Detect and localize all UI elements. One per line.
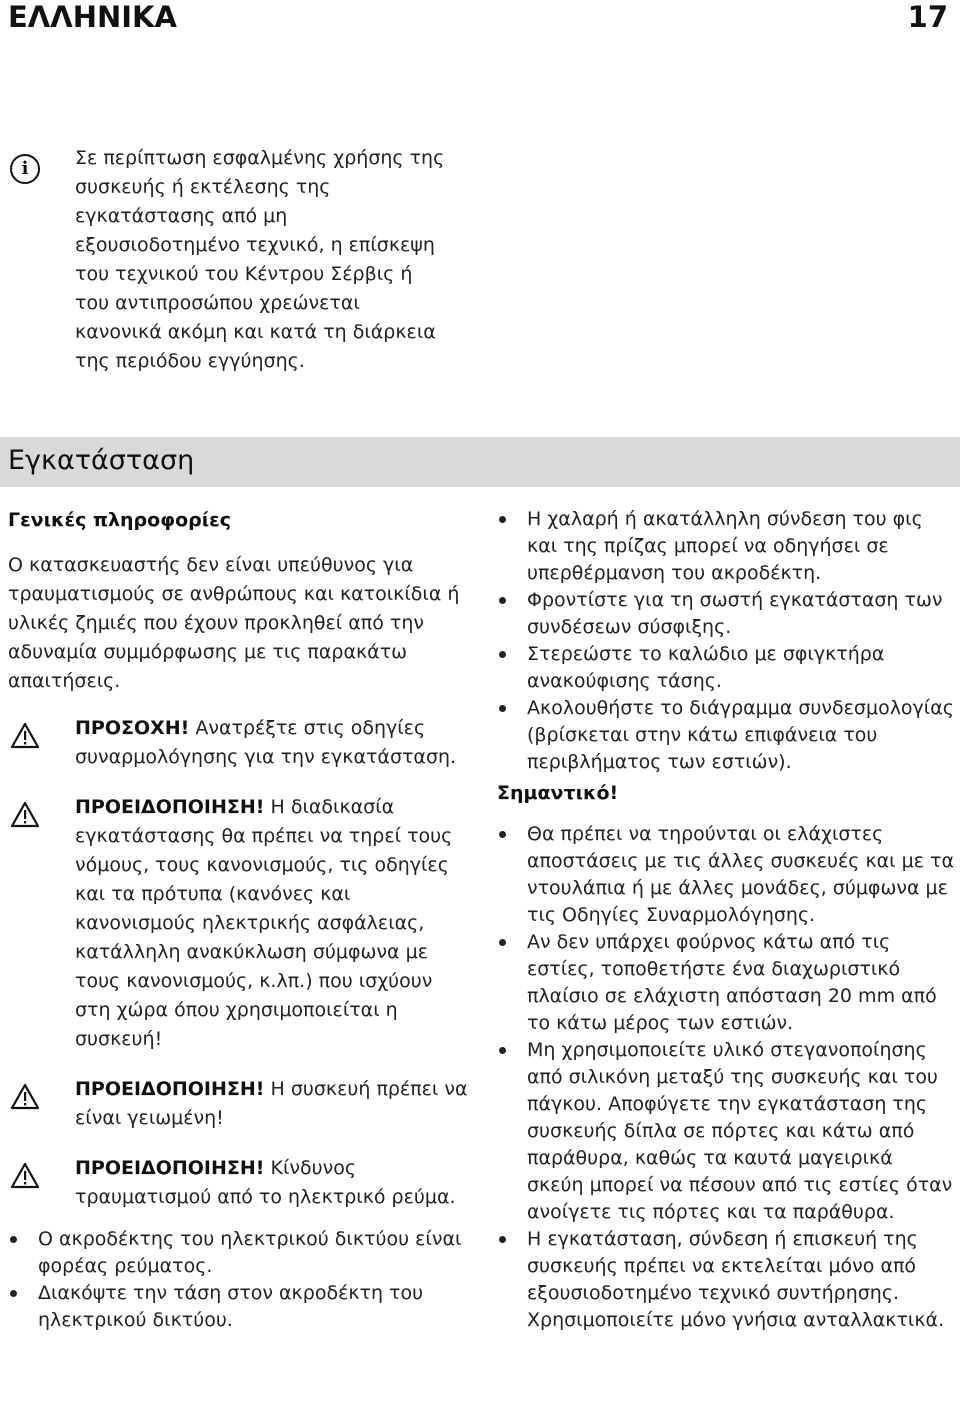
- language-title: ΕΛΛΗΝΙΚΑ: [8, 0, 177, 34]
- warning-text: Η διαδικασία εγκατάστασης θα πρέπει να τηρεί τους νόμους, τους κανονισμούς, τις οδηγίες και τα πρότυπα (κανόνες και κανονισμούς ηλεκτρικής ασφάλειας, κατάλληλη ανακύκλωση σύμφωνα με τους κανονισμούς, κ.λπ.) που ισχύουν στη χώρα όπου χρησιμοποιείται η συσκευή!: [75, 796, 453, 1050]
- list-item: Αν δεν υπάρχει φούρνος κάτω από τις εστίες, τοποθετήστε ένα διαχωριστικό πλαίσιο σε ελάχιστη απόσταση 20 mm από το κάτω μέρος των εστιών.: [497, 929, 955, 1037]
- bullet-icon: [499, 939, 506, 946]
- section-title: Εγκατάσταση: [8, 445, 195, 476]
- list-item: Η χαλαρή ή ακατάλληλη σύνδεση του φις και της πρίζας μπορεί να οδηγήσει σε υπερθέρμανση του ακροδέκτη.: [497, 506, 955, 587]
- page-number: 17: [907, 0, 948, 34]
- section-header: [0, 437, 960, 487]
- info-note-text: Σε περίπτωση εσφαλμένης χρήσης της συσκευής ή εκτέλεσης της εγκατάστασης από μη εξουσιοδοτημένο τεχνικό, η επίσκεψη του τεχνικού του Κέντρου Σέρβις ή του αντιπροσώπου χρεώνεται κανονικά ακόμη και κατά τη διάρκεια της περιόδου εγγύησης.: [75, 147, 445, 372]
- warning-label: ΠΡΟΕΙΔΟΠΟΙΗΣΗ!: [75, 1078, 265, 1100]
- general-info-paragraph: Ο κατασκευαστής δεν είναι υπεύθυνος για τραυματισμούς σε ανθρώπους και κατοικίδια ή υλικές ζημιές που έχουν προκληθεί από την αδυναμία συμμόρφωσης με τις παρακάτω απαιτήσεις.: [8, 554, 460, 692]
- warning-label: ΠΡΟΕΙΔΟΠΟΙΗΣΗ!: [75, 1157, 265, 1179]
- bullet-icon: [499, 651, 506, 658]
- list-item: Ο ακροδέκτης του ηλεκτρικού δικτύου είναι φορέας ρεύματος.: [8, 1226, 470, 1280]
- page-header: [8, 0, 952, 36]
- left-column: [8, 506, 470, 1334]
- warning-block: [8, 1154, 470, 1212]
- bullet-icon: [10, 1236, 17, 1243]
- right-column: [497, 506, 955, 1334]
- list-item: Στερεώστε το καλώδιο με σφιγκτήρα ανακούφισης τάσης.: [497, 641, 955, 695]
- warning-triangle-icon: [10, 801, 40, 828]
- warning-text: Κίνδυνος τραυματισμού από το ηλεκτρικό ρεύμα.: [75, 1157, 456, 1208]
- warning-block: [8, 793, 470, 1054]
- bullet-icon: [10, 1290, 17, 1297]
- warning-block: [8, 714, 470, 772]
- warning-text: Ανατρέξτε στις οδηγίες συναρμολόγησης για την εγκατάσταση.: [75, 717, 457, 768]
- warning-label: ΠΡΟΕΙΔΟΠΟΙΗΣΗ!: [75, 796, 265, 818]
- list-item: Θα πρέπει να τηρούνται οι ελάχιστες αποστάσεις με τις άλλες συσκευές και με τα ντουλάπια ή με άλλες μονάδες, σύμφωνα με τις Οδηγίες Συναρμολόγησης.: [497, 821, 955, 929]
- bullet-icon: [499, 516, 506, 523]
- list-item: Η εγκατάσταση, σύνδεση ή επισκευή της συσκευής πρέπει να εκτελείται μόνο από εξουσιοδοτημένο τεχνικό συντήρησης. Χρησιμοποιείτε μόνο γνήσια ανταλλακτικά.: [497, 1226, 955, 1334]
- bullet-icon: [499, 597, 506, 604]
- warning-triangle-icon: [10, 1162, 40, 1189]
- left-bullet-list: [8, 1226, 470, 1334]
- bullet-icon: [499, 1236, 506, 1243]
- warning-label: ΠΡΟΣΟΧΗ!: [75, 717, 190, 739]
- warning-block: [8, 1075, 470, 1133]
- list-item: Φροντίστε για τη σωστή εγκατάσταση των συνδέσεων σύσφιξης.: [497, 587, 955, 641]
- general-info-heading: Γενικές πληροφορίες: [8, 509, 231, 531]
- list-item: Μη χρησιμοποιείτε υλικό στεγανοποίησης από σιλικόνη μεταξύ της συσκευής και του πάγκου. Αποφύγετε την εγκατάσταση της συσκευής δίπλα σε πόρτες και κάτω από παράθυρα, καθώς τα καυτά μαγειρικά σκεύη μπορεί να πέσουν από τις εστίες όταν ανοίγετε τις πόρτες και τα παράθυρα.: [497, 1037, 955, 1226]
- info-icon: i: [10, 154, 40, 184]
- right-bullet-list-bottom: [497, 821, 955, 1334]
- warning-triangle-icon: [10, 722, 40, 749]
- bullet-icon: [499, 1047, 506, 1054]
- important-label: Σημαντικό!: [497, 782, 619, 804]
- bullet-icon: [499, 705, 506, 712]
- right-bullet-list-top: [497, 506, 955, 776]
- list-item: Διακόψτε την τάση στον ακροδέκτη του ηλεκτρικού δικτύου.: [8, 1280, 470, 1334]
- bullet-icon: [499, 831, 506, 838]
- warning-text: Η συσκευή πρέπει να είναι γειωμένη!: [75, 1078, 468, 1129]
- list-item: Ακολουθήστε το διάγραμμα συνδεσμολογίας (βρίσκεται στην κάτω επιφάνεια του περιβλήματος των εστιών).: [497, 695, 955, 776]
- warning-triangle-icon: [10, 1083, 40, 1110]
